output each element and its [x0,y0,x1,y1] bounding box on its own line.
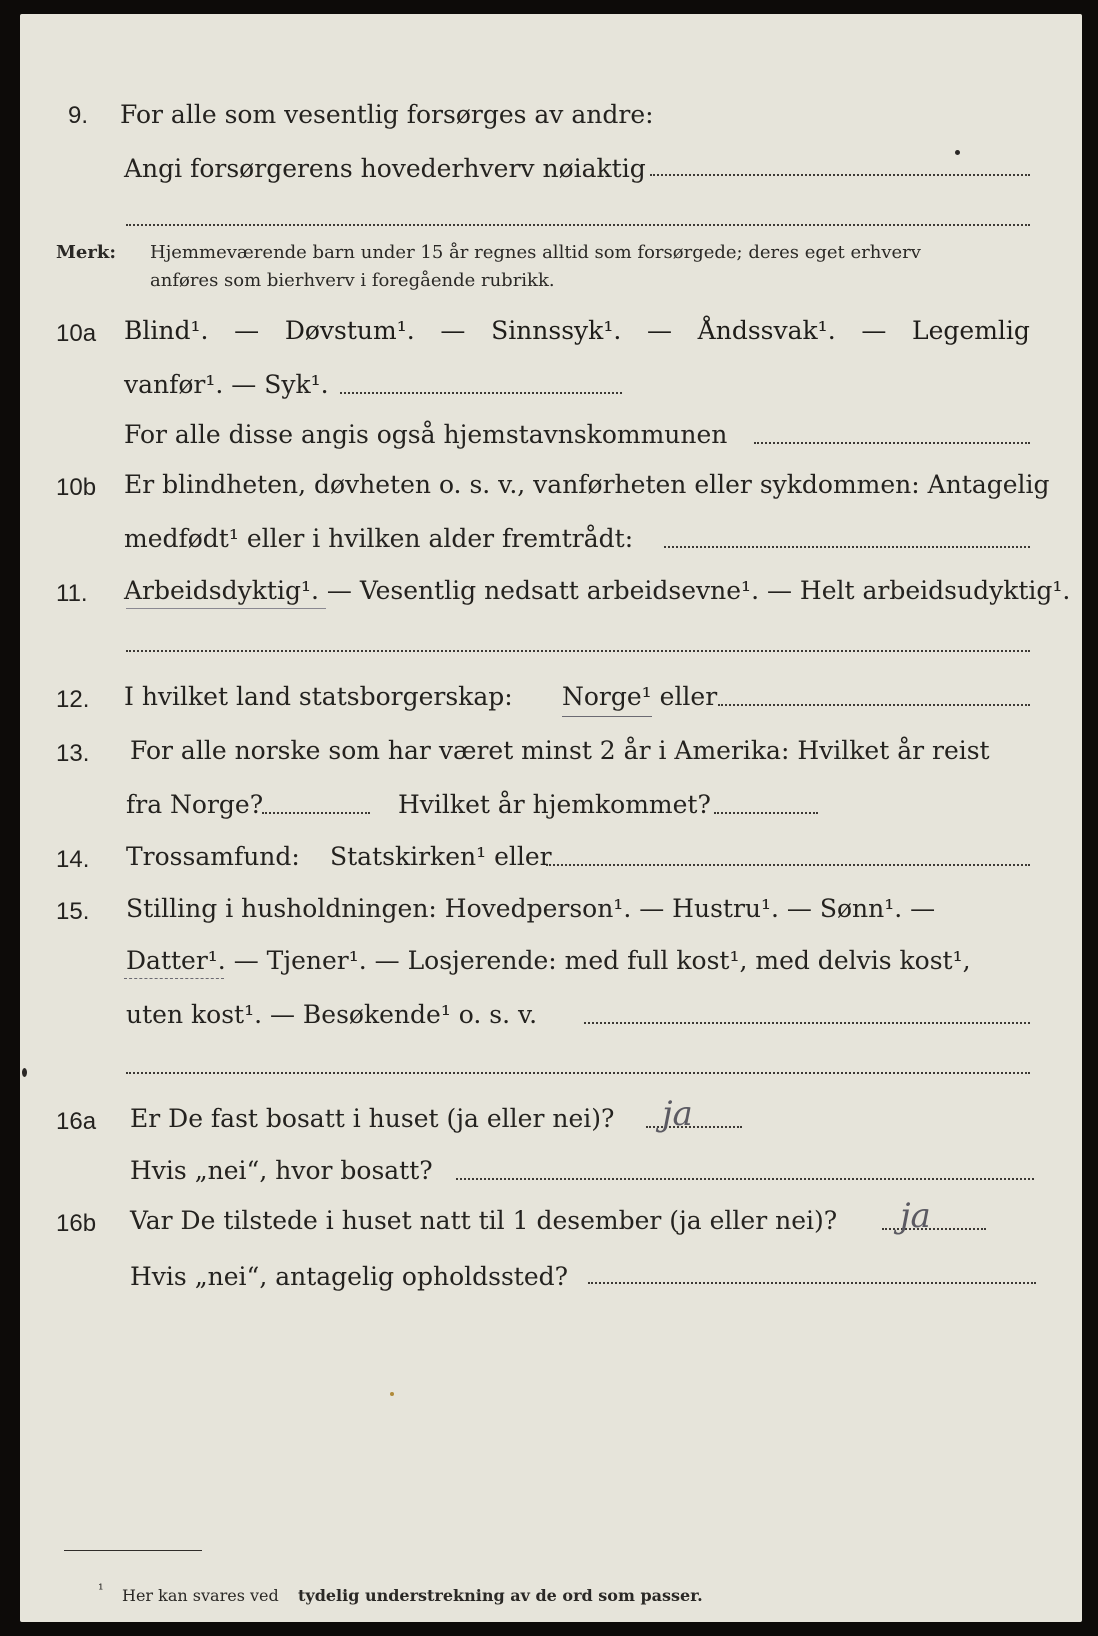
q10b-line2: medfødt¹ eller i hvilken alder fremtrådt: [124,524,634,553]
q16b-line1: Var De tilstede i huset natt til 1 desember (ja eller nei)? [130,1206,838,1235]
underline-datter [124,978,224,979]
q15-answer-field[interactable] [584,1022,1030,1024]
option-sinnssyk[interactable]: Sinnssyk¹. [491,316,622,345]
q16a-handwritten-answer: ja [662,1094,693,1134]
q11-answer-field[interactable] [126,650,1030,652]
underline-arbeidsdyktig [126,608,326,609]
separator: — [440,316,466,345]
q16a-line2: Hvis „nei“, hvor bosatt? [130,1156,433,1185]
q16b-number: 16b [56,1210,97,1237]
q13-line2a: fra Norge? [126,790,264,819]
q10a-number: 10a [56,320,97,347]
q16b-opholdssted-field[interactable] [588,1282,1036,1284]
q11-line[interactable]: Arbeidsdyktig¹. — Vesentlig nedsatt arbeidsevne¹. — Helt arbeidsudyktig¹. [124,576,1071,605]
option-andssvak[interactable]: Åndssvak¹. [697,316,836,345]
option-blind[interactable]: Blind¹. [124,316,209,345]
q16b-handwritten-answer: ja [900,1196,931,1236]
q12-number: 12. [56,686,90,713]
separator: — [861,316,887,345]
q12-answer-field[interactable] [718,704,1030,706]
footnote-text-b: tydelig understrekning av de ord som passer. [298,1586,703,1605]
q15-line3: uten kost¹. — Besøkende¹ o. s. v. [126,1000,538,1029]
q16a-line1: Er De fast bosatt i huset (ja eller nei)? [130,1104,615,1133]
q13-line2b: Hvilket år hjemkommet? [398,790,711,819]
q14-line: Trossamfund: [126,842,300,871]
q15-line2: Datter¹. — Tjener¹. — Losjerende: med full kost¹, med delvis kost¹, [126,946,971,975]
q16b-line2: Hvis „nei“, antagelig opholdssted? [130,1262,569,1291]
q10a-answer-field[interactable] [340,392,622,394]
q10a-line2: vanfør¹. — Syk¹. [124,370,329,399]
q16a-number: 16a [56,1108,97,1135]
q10b-line1: Er blindheten, døvheten o. s. v., vanførheten eller sykdommen: Antagelig [124,470,1050,499]
q13-reist-field[interactable] [262,812,370,814]
ink-speck [390,1392,394,1396]
q14-option[interactable]: Statskirken¹ eller [330,842,552,871]
q14-answer-field[interactable] [546,864,1030,866]
separator: — [234,316,260,345]
q15-line1: Stilling i husholdningen: Hovedperson¹. — Hustru¹. — Sønn¹. — [126,894,936,923]
ink-dot [955,150,960,155]
q13-hjemkommet-field[interactable] [714,812,818,814]
merk-line1: Hjemmeværende barn under 15 år regnes alltid som forsørgede; deres eget erhverv [150,242,921,263]
q15-number: 15. [56,898,90,925]
q9-answer-field-2[interactable] [126,224,1030,226]
q12-line: I hvilket land statsborgerskap: [124,682,513,711]
q10b-answer-field[interactable] [664,546,1030,548]
q16b-answer-field[interactable] [882,1228,986,1230]
footnote-rule [64,1550,202,1551]
merk-line2: anføres som bierhverv i foregående rubrikk. [150,270,555,291]
q10a-line3: For alle disse angis også hjemstavnskommunen [124,420,728,449]
q9-line: Angi forsørgerens hovederhverv nøiaktig [124,154,646,183]
q16a-answer-field[interactable] [646,1126,742,1128]
underline-norge [562,716,652,717]
q15-answer-field-2[interactable] [126,1072,1030,1074]
q10b-number: 10b [56,474,97,501]
q9-title: For alle som vesentlig forsørges av andre: [120,100,654,129]
q10a-hjemstavn-field[interactable] [754,442,1030,444]
q13-line1: For alle norske som har været minst 2 år i Amerika: Hvilket år reist [130,736,990,765]
q13-number: 13. [56,740,90,767]
option-dovstum[interactable]: Døvstum¹. [284,316,415,345]
q16a-bosatt-field[interactable] [456,1178,1034,1180]
q9-number: 9. [68,102,89,129]
edge-speck [22,1068,27,1077]
q14-number: 14. [56,846,90,873]
separator: — [646,316,672,345]
q10a-line1 [124,316,1030,345]
option-legemlig[interactable]: Legemlig [912,316,1030,345]
footnote-text-a: Her kan svares ved [122,1586,279,1605]
footnote-marker: ¹ [98,1582,104,1598]
q11-number: 11. [56,580,88,607]
q9-answer-field[interactable] [650,174,1030,176]
merk-label: Merk: [56,242,116,263]
q12-option[interactable]: Norge¹ eller [562,682,718,711]
